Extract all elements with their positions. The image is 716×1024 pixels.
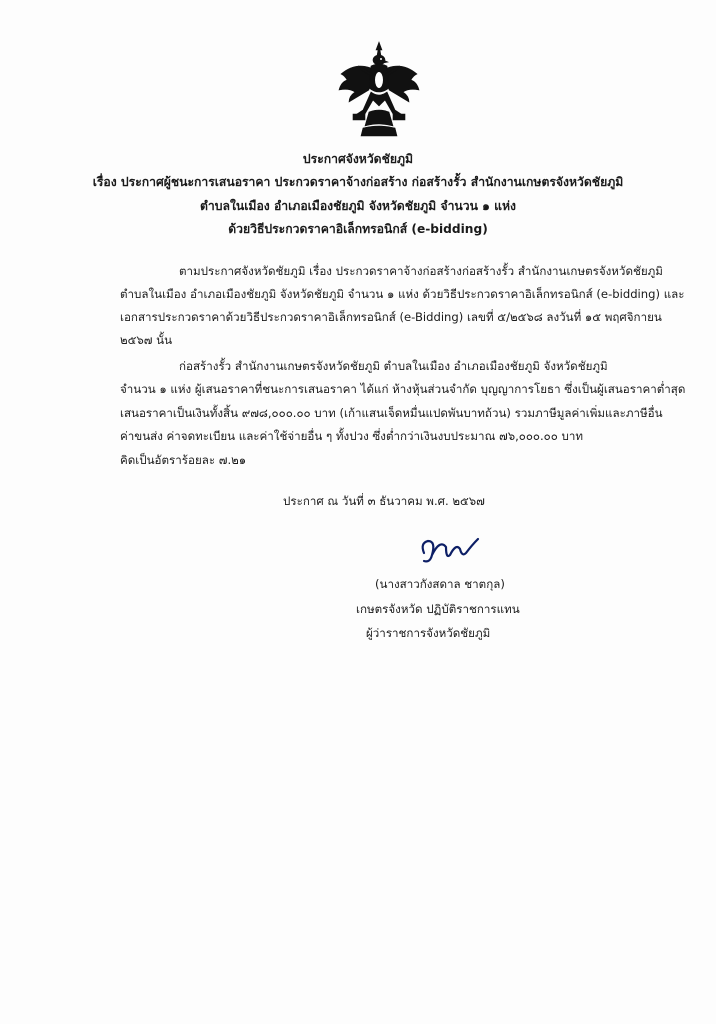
signer-name: (นางสาวกังสดาล ชาตกุล) [375, 577, 505, 591]
paragraph-2-line-1: ก่อสร้างรั้ว สำนักงานเกษตรจังหวัดชัยภูมิ ตำบลในเมือง อำเภอเมืองชัยภูมิ จังหวัดชัยภูมิ [179, 359, 608, 373]
announcement-date: ประกาศ ณ วันที่ ๓ ธันวาคม พ.ศ. ๒๕๖๗ [283, 494, 485, 508]
paragraph-2-line-2: จำนวน ๑ แห่ง ผู้เสนอราคาที่ชนะการเสนอราคา ได้แก่ ห้างหุ้นส่วนจำกัด บุญญาการโยธา ซึ่งเป็นผู้เสนอราคาต่ำสุด [120, 382, 686, 396]
paragraph-1-line-2: ตำบลในเมือง อำเภอเมืองชัยภูมิ จังหวัดชัยภูมิ จำนวน ๑ แห่ง ด้วยวิธีประกวดราคาอิเล็กทรอนิกส์ (e-bidding) และ [120, 287, 685, 301]
document-subject-line-3: ด้วยวิธีประกวดราคาอิเล็กทรอนิกส์ (e-bidding) [228, 222, 488, 236]
garuda-emblem-icon [335, 40, 423, 140]
paragraph-1-line-3: เอกสารประกวดราคาด้วยวิธีประกวดราคาอิเล็กทรอนิกส์ (e-Bidding) เลขที่ ๕/๒๕๖๘ ลงวันที่ ๑๕ พฤศจิกายน [120, 310, 662, 324]
paragraph-2-line-5: คิดเป็นอัตราร้อยละ ๗.๒๑ [120, 453, 247, 467]
paragraph-2-line-3: เสนอราคาเป็นเงินทั้งสิ้น ๙๗๘,๐๐๐.๐๐ บาท (เก้าแสนเจ็ดหมื่นแปดพันบาทถ้วน) รวมภาษีมูลค่าเพิ่มและภาษีอื่น [120, 406, 663, 420]
signer-position-2: ผู้ว่าราชการจังหวัดชัยภูมิ [366, 626, 491, 640]
paragraph-1-line-1: ตามประกาศจังหวัดชัยภูมิ เรื่อง ประกวดราคาจ้างก่อสร้างก่อสร้างรั้ว สำนักงานเกษตรจังหวัดชัยภูมิ [179, 264, 663, 278]
signer-position-1: เกษตรจังหวัด ปฏิบัติราชการแทน [356, 602, 520, 616]
signature-mark-icon [410, 533, 490, 569]
document-subject-line-1: เรื่อง ประกาศผู้ชนะการเสนอราคา ประกวดราคาจ้างก่อสร้าง ก่อสร้างรั้ว สำนักงานเกษตรจังหวัดชัยภูมิ [92, 175, 624, 189]
document-org-title: ประกาศจังหวัดชัยภูมิ [302, 152, 414, 166]
paragraph-2-line-4: ค่าขนส่ง ค่าจดทะเบียน และค่าใช้จ่ายอื่น ๆ ทั้งปวง ซึ่งต่ำกว่าเงินงบประมาณ ๗๖,๐๐๐.๐๐ บาท [120, 429, 584, 443]
document-subject-line-2: ตำบลในเมือง อำเภอเมืองชัยภูมิ จังหวัดชัยภูมิ จำนวน ๑ แห่ง [200, 199, 516, 213]
paragraph-1-line-4: ๒๕๖๗ นั้น [120, 333, 173, 347]
